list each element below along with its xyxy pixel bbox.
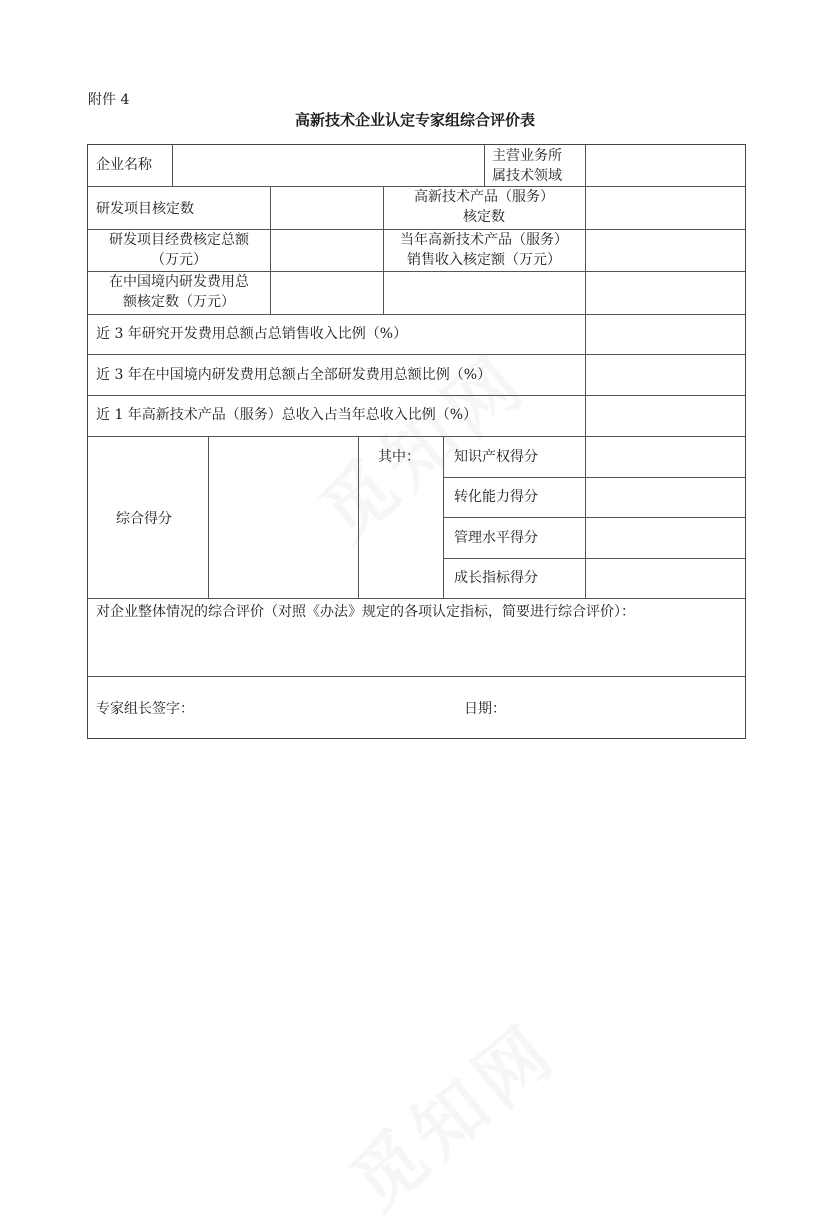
ratio-rd-sales-label: 近 3 年研究开发费用总额占总销售收入比例（%） [96,326,408,342]
col-divider [585,145,586,598]
conversion-score-label: 转化能力得分 [454,489,538,505]
row-divider [443,517,745,518]
ratio-hitech-income-label: 近 1 年高新技术产品（服务）总收入占当年总收入比例（%） [96,407,478,423]
hitech-revenue-label: 当年高新技术产品（服务） 销售收入核定额（万元） [400,232,568,268]
ip-score-label: 知识产权得分 [454,449,538,465]
management-score-label: 管理水平得分 [454,530,538,546]
ratio-domestic-rd-label: 近 3 年在中国境内研发费用总额占全部研发费用总额比例（%） [96,367,492,383]
col-divider [172,145,173,186]
row-divider [88,598,745,599]
rd-projects-count-label: 研发项目核定数 [96,201,194,217]
domestic-rd-label: 在中国境内研发费用总 额核定数（万元） [109,274,249,310]
row-divider [88,314,745,315]
row-divider [88,395,745,396]
growth-score-label: 成长指标得分 [454,570,538,586]
leader-signature-label: 专家组长签字： [96,701,194,717]
overall-score-label: 综合得分 [116,511,172,527]
col-divider [484,145,485,186]
row-divider [88,436,745,437]
col-divider [443,436,444,598]
col-divider [208,436,209,598]
rd-funds-label: 研发项目经费核定总额 （万元） [109,232,249,268]
company-name-label: 企业名称 [96,157,152,173]
row-divider [443,477,745,478]
evaluation-table [87,144,746,739]
overall-evaluation-label: 对企业整体情况的综合评价（对照《办法》规定的各项认定指标，简要进行综合评价）： [96,604,635,620]
attachment-label: 附件 4 [88,92,130,108]
row-divider [443,558,745,559]
row-divider [88,676,745,677]
date-label: 日期： [464,701,506,717]
row-divider [88,354,745,355]
page-title: 高新技术企业认定专家组综合评价表 [294,111,535,129]
hitech-products-count-label: 高新技术产品（服务） 核定数 [414,189,554,225]
watermark [325,995,576,1229]
col-divider [358,436,359,598]
col-divider [270,186,271,314]
among-them-label: 其中： [378,449,420,465]
main-business-label: 主营业务所 属技术领域 [492,148,562,184]
